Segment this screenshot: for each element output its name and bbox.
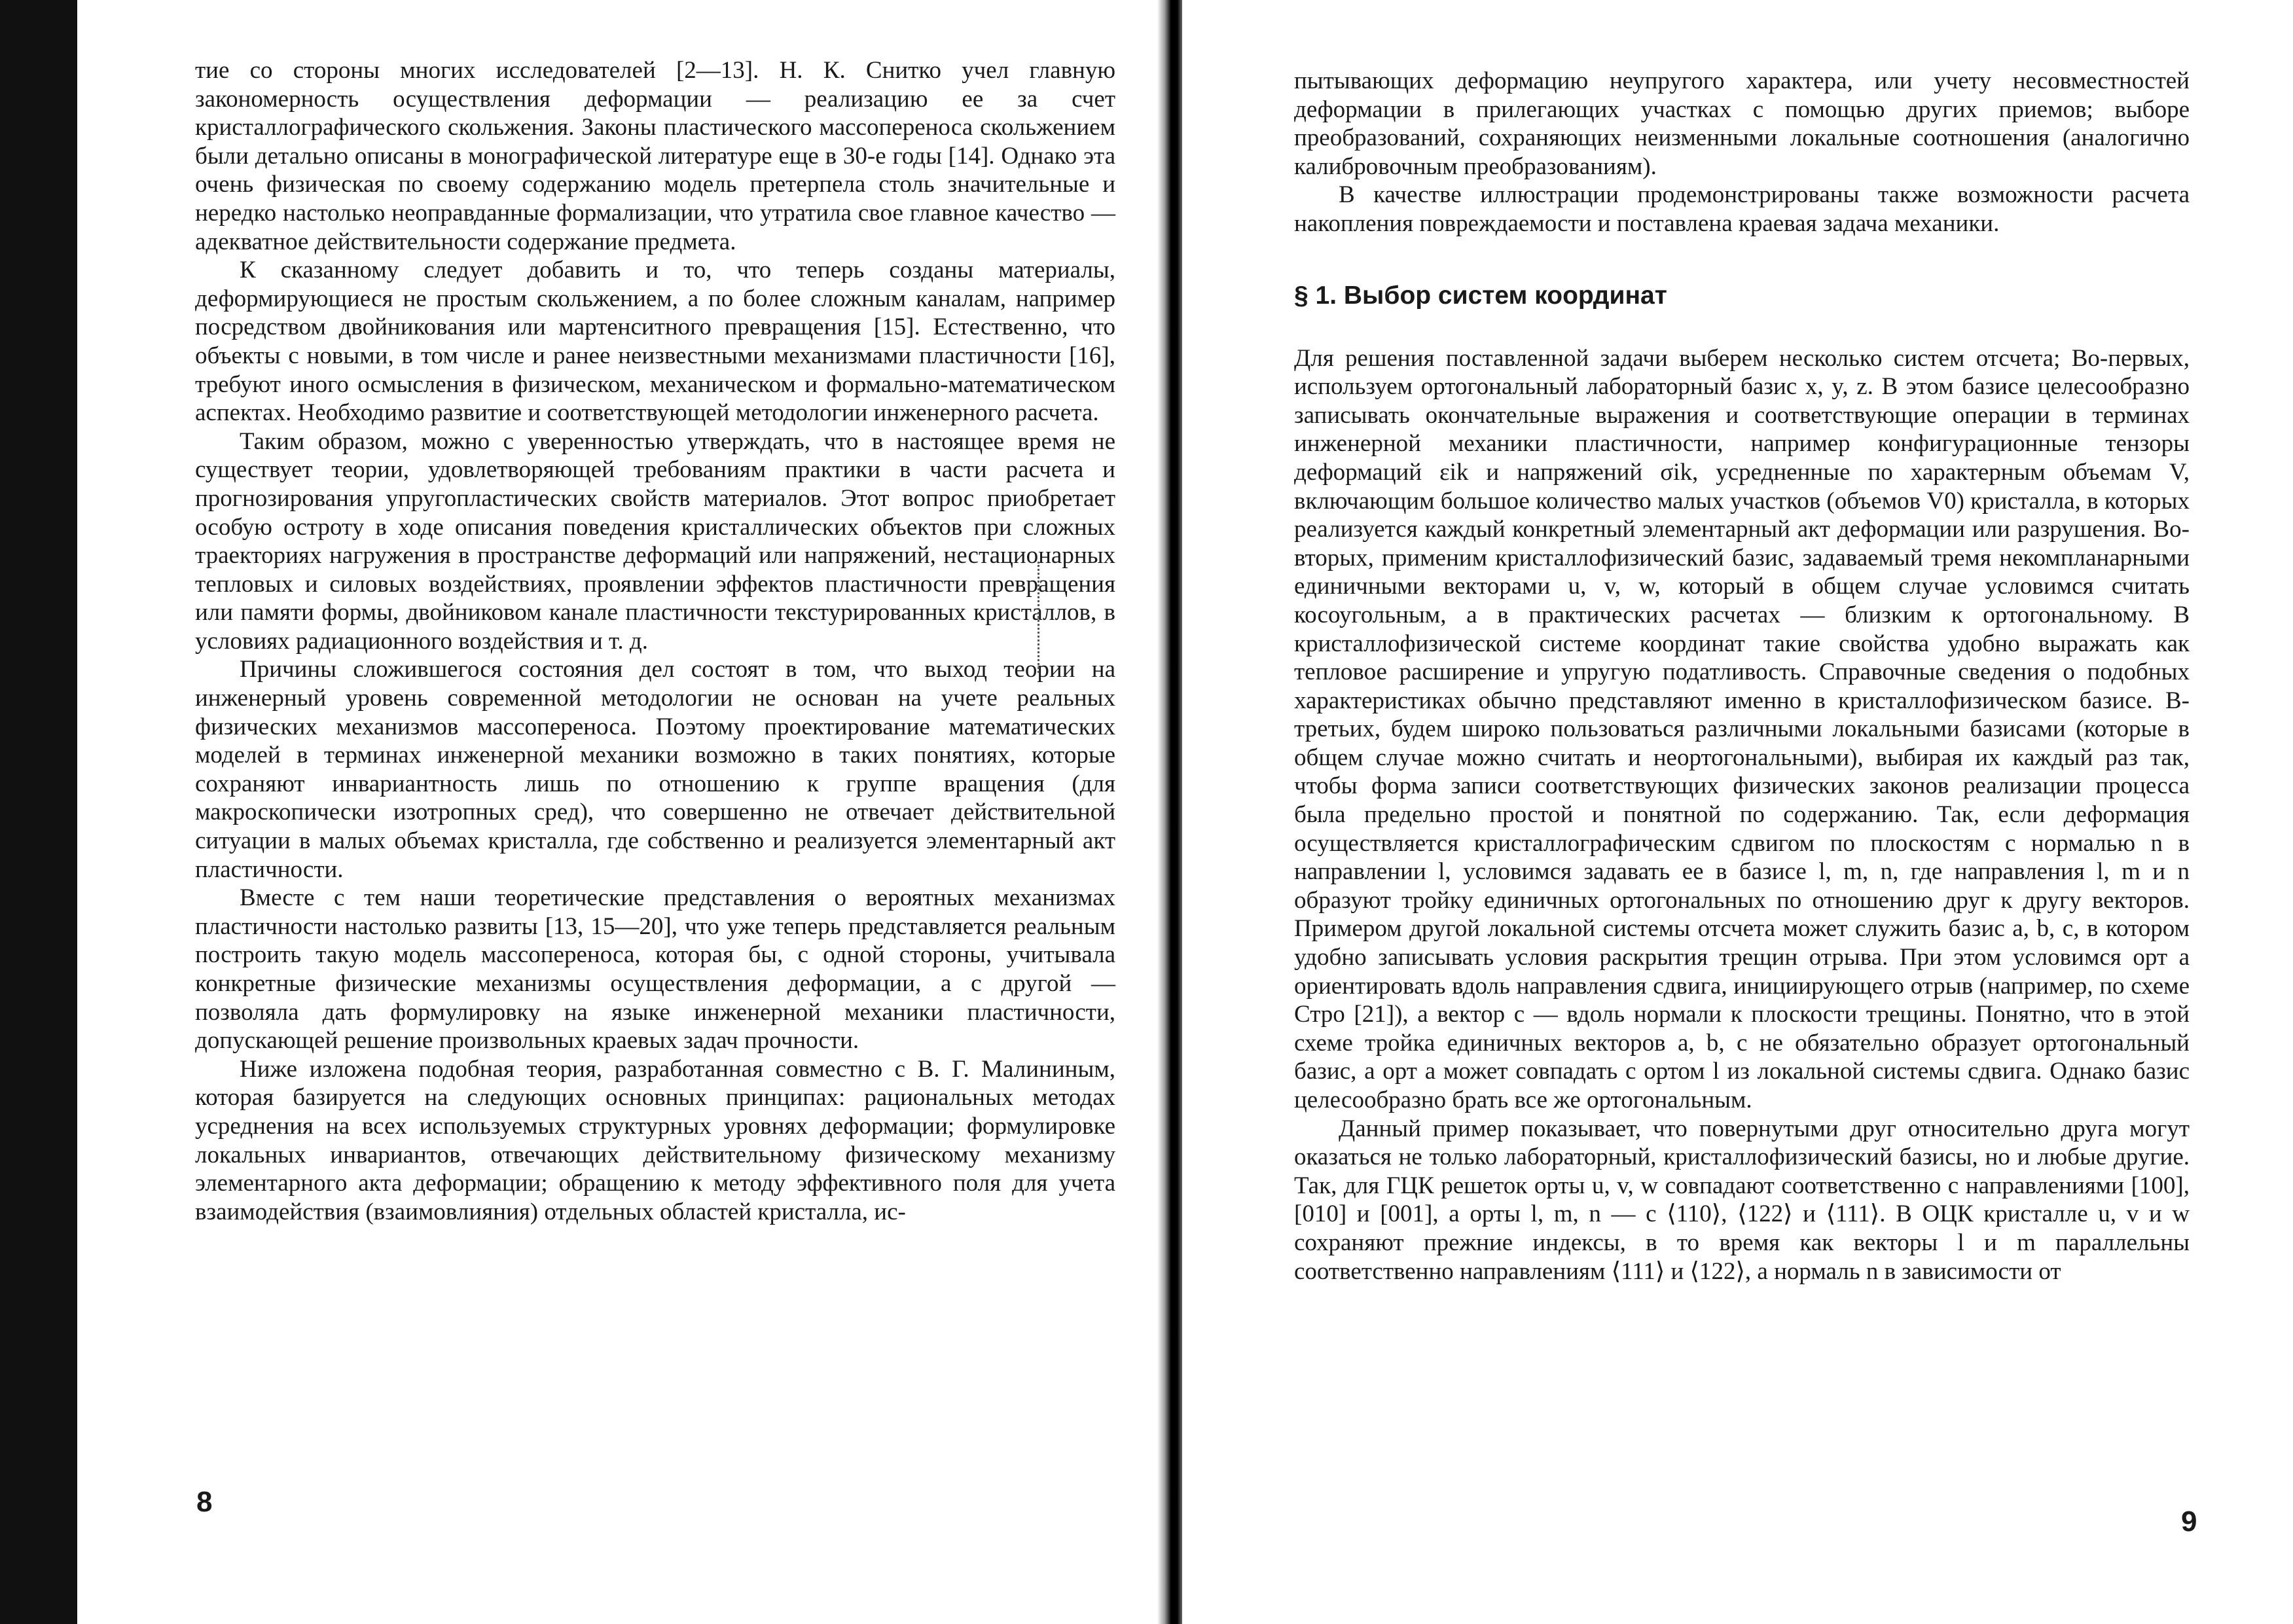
- right-page-text: [1294, 67, 2190, 1286]
- book-gutter: [1157, 0, 1182, 1624]
- left-page-text: [195, 56, 1115, 1226]
- paragraph: Вместе с тем наши теоретические представления о вероятных механизмах пластичности настолько развиты [13, 15—20], что уже теперь представляется реальным построить такую модель массопереноса, которая бы, с одной стороны, учитывала конкретные физические механизмы осуществления деформации, а с другой — позволяла дать формулировку на языке инженерной механики пластичности, допускающей решение произвольных краевых задач прочности.: [195, 884, 1115, 1055]
- paragraph: пытывающих деформацию неупругого характера, или учету несовместностей деформации в прилегающих участках с помощью других приемов; выборе преобразований, сохраняющих неизменными локальные соотношения (аналогично калибровочным преобразованиям).: [1294, 67, 2190, 180]
- paragraph: Данный пример показывает, что повернутыми друг относительно друга могут оказаться не только лабораторный, кристаллофизический базисы, но и любые другие. Так, для ГЦК решеток орты u, v, w совпадают соответственно с направлениями [100], [010] и [001], а орты l, m, n — с ⟨110⟩, ⟨122⟩ и ⟨111⟩. В ОЦК кристалле u, v и w сохраняют прежние индексы, в то время как векторы l и m параллельны соответственно направлениям ⟨111⟩ и ⟨122⟩, а нормаль n в зависимости от: [1294, 1115, 2190, 1285]
- section-heading: § 1. Выбор систем координат: [1294, 281, 1667, 310]
- right-page: [1182, 0, 2293, 1624]
- paragraph: тие со стороны многих исследователей [2—13]. Н. К. Снитко учел главную закономерность осуществления деформации — реализацию ее за счет кристаллографического скольжения. Законы пластического массопереноса скольжением были детально описаны в монографической литературе еще в 30-е годы [14]. Однако эта очень физическая по своему содержанию модель претерпела столь значительные и нередко настолько неоправданные формализации, что утратила свое главное качество — адекватное действительности содержание предмета.: [195, 57, 1115, 255]
- paragraph: Ниже изложена подобная теория, разработанная совместно с В. Г. Малининым, которая базируется на следующих основных принципах: рациональных методах усреднения на всех используемых структурных уровнях деформации; формулировке локальных инвариантов, отвечающих действительному физическому механизму элементарного акта деформации; обращению к методу эффективного поля для учета взаимодействия (взаимовлияния) отдельных областей кристалла, ис-: [195, 1055, 1115, 1225]
- paragraph: Таким образом, можно с уверенностью утверждать, что в настоящее время не существует теории, удовлетворяющей требованиям практики в части расчета и прогнозирования упругопластических свойств материалов. Этот вопрос приобретает особую остроту в ходе описания поведения кристаллических объектов при сложных траекториях нагружения в пространстве деформаций или напряжений, нестационарных тепловых и силовых воздействиях, проявлении эффектов пластичности превращения или памяти формы, двойниковом канале пластичности текстурированных кристаллов, в условиях радиационного воздействия и т. д.: [195, 427, 1115, 655]
- scan-left-edge: [0, 0, 77, 1624]
- paragraph: В качестве иллюстрации продемонстрированы также возможности расчета накопления повреждаемости и поставлена краевая задача механики.: [1294, 181, 2190, 237]
- margin-mark: [1038, 562, 1042, 673]
- paragraph: Причины сложившегося состояния дел состоят в том, что выход теории на инженерный уровень современной методологии не основан на учете реальных физических механизмов массопереноса. Поэтому проектирование математических моделей в терминах инженерной механики возможно в таких понятиях, которые сохраняют инвариантность лишь по отношению к группе вращения (для макроскопически изотропных сред), что совершенно не отвечает действительной ситуации в малых объемах кристалла, где собственно и реализуется элементарный акт пластичности.: [195, 656, 1115, 883]
- paragraph: Для решения поставленной задачи выберем несколько систем отсчета; Во-первых, используем ортогональный лабораторный базис x, y, z. В этом базисе целесообразно записывать окончательные выражения и соответствующие операции в терминах инженерной механики пластичности, например конфигурационные тензоры деформаций εik и напряжений σik, усредненные по характерным объемам V, включающим большое количество малых участков (объемов V0) кристалла, в которых реализуется каждый конкретный элементарный акт деформации или разрушения. Во-вторых, применим кристаллофизический базис, задаваемый тремя некомпланарными единичными векторами u, v, w, который в общем случае условимся считать косоугольным, а в практических расчетах — близким к ортогональному. В кристаллофизической системе координат такие свойства удобно выражать как тепловое расширение и упругую податливость. Справочные сведения о подобных характеристиках обычно представляют именно в кристаллофизическом базисе. В-третьих, будем широко пользоваться различными локальными базисами (которые в общем случае можно считать и неортогональными), выбирая их каждый раз так, чтобы форма записи соответствующих физических законов реализации процесса была предельно простой и понятной по содержанию. Так, если деформация осуществляется кристаллографическим сдвигом по плоскостям с нормалью n в направлении l, условимся задавать ее в базисе l, m, n, где направления l, m и n образуют тройку единичных ортогональных по отношению друг к другу векторов. Примером другой локальной системы отсчета может служить базис a, b, c, в котором удобно записывать условия раскрытия трещин отрыва. При этом условимся орт a ориентировать вдоль направления сдвига, инициирующего отрыв (например, по схеме Стро [21]), а вектор c — вдоль нормали к плоскости трещины. Понятно, что в этой схеме тройка единичных векторов a, b, c не обязательно образует ортогональный базис, а орт a может совпадать с ортом l из локальной системы сдвига. Однако базис целесообразно брать все же ортогональным.: [1294, 344, 2190, 1113]
- paragraph: К сказанному следует добавить и то, что теперь созданы материалы, деформирующиеся не простым скольжением, а по более сложным каналам, например посредством двойникования или мартенситного превращения [15]. Естественно, что объекты с новыми, в том числе и ранее неизвестными механизмами пластичности [16], требуют иного осмысления в физическом, механическом и формально-математическом аспектах. Необходимо развитие и соответствующей методологии инженерного расчета.: [195, 257, 1115, 427]
- page-number: 9: [2181, 1506, 2197, 1538]
- left-page: [77, 0, 1157, 1624]
- page-number: 8: [196, 1486, 213, 1518]
